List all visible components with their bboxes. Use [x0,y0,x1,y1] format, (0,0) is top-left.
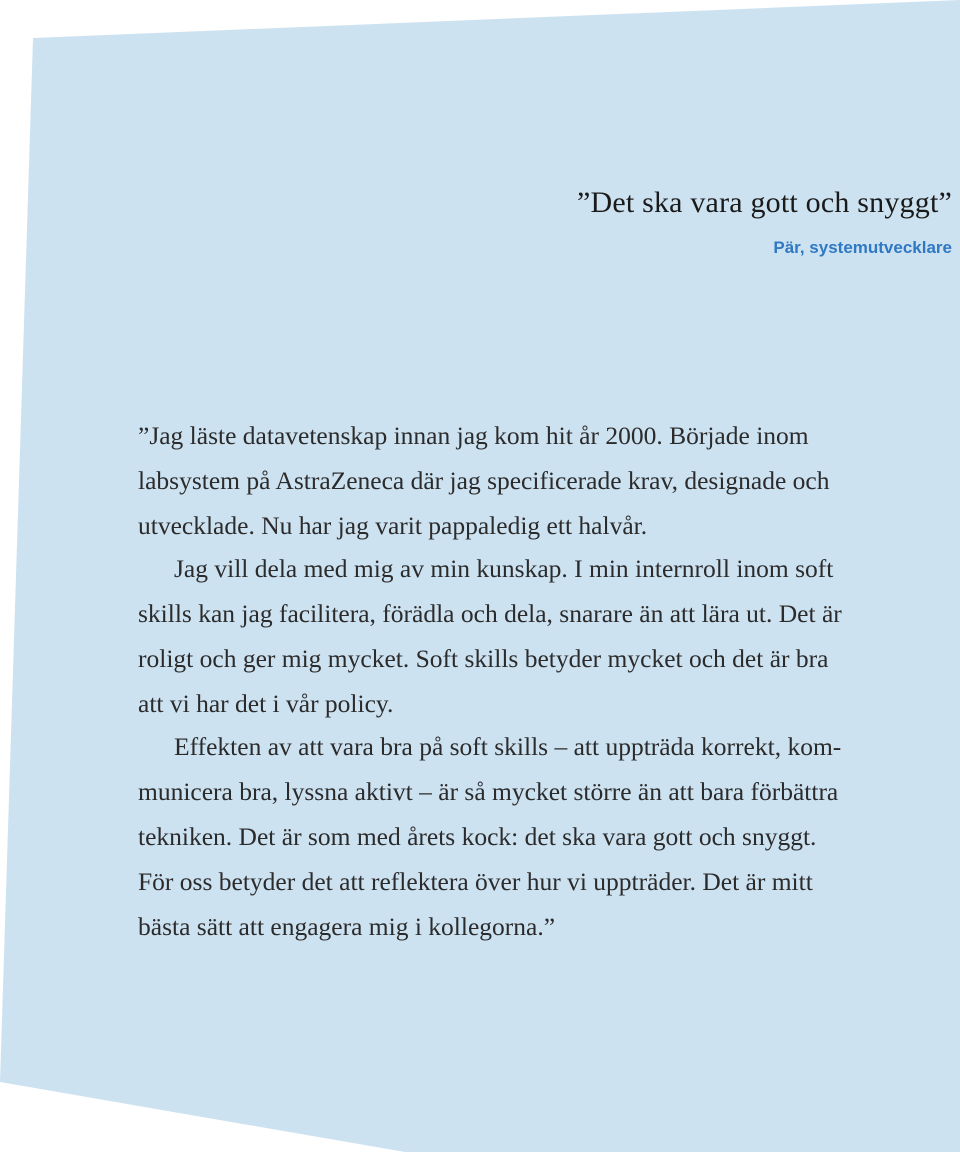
text-line: utvecklade. Nu har jag varit pappaledig ett halvår. [138,511,648,540]
text-line: att vi har det i vår policy. [138,689,394,718]
text-line: roligt och ger mig mycket. Soft skills betyder mycket och det är bra [138,644,829,673]
quote-attribution: Pär, systemutvecklare [773,238,952,257]
text-line: municera bra, lyssna aktivt – är så mycket större än att bara förbättra [138,777,839,806]
text-line: bästa sätt att engagera mig i kollegorna.” [138,912,556,941]
text-line: skills kan jag facilitera, förädla och dela, snarare än att lära ut. Det är [138,599,842,628]
paragraph-1 [138,413,938,548]
text-line: Jag vill dela med mig av min kunskap. I min internroll inom soft [174,554,834,583]
paragraph-2 [138,546,938,726]
text-line: ”Jag läste datavetenskap innan jag kom hit år 2000. Började inom [138,421,809,450]
paragraph-3 [138,724,938,949]
text-line: labsystem på AstraZeneca där jag specificerade krav, designade och [138,466,830,495]
text-line: För oss betyder det att reflektera över hur vi uppträder. Det är mitt [138,867,813,896]
quote-headline: ”Det ska vara gott och snyggt” [576,186,952,219]
text-line: tekniken. Det är som med årets kock: det ska vara gott och snyggt. [138,822,817,851]
text-line: Effekten av att vara bra på soft skills – att uppträda korrekt, kom- [174,732,842,761]
